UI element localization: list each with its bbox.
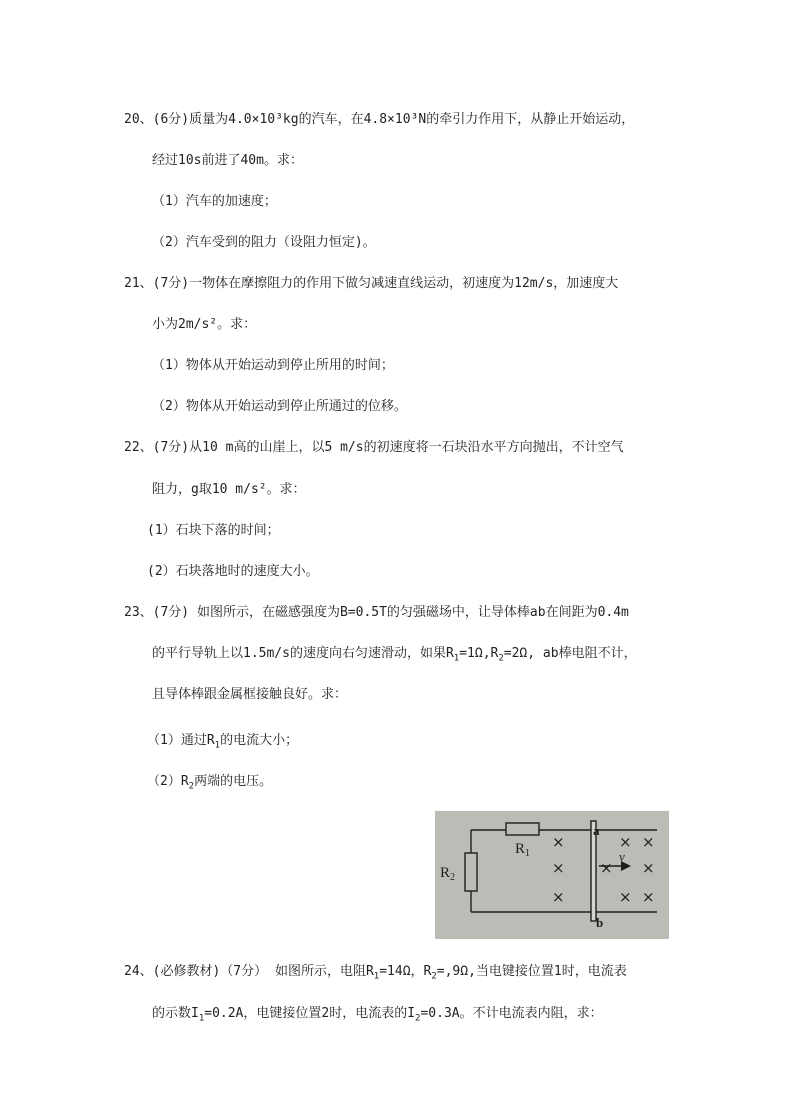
q24-number: 24、 [124,964,153,979]
q21-number: 21、 [124,276,153,291]
q24-head-s2: 2 [431,971,437,982]
q24-cont-c: =0.3A。不计电流表内阻，求： [420,1006,603,1021]
q23-cont [152,644,637,669]
q24-cont-b: =0.2A，电键接位置2时，电流表的I [204,1006,416,1021]
q23-number: 23、 [124,605,153,620]
q24-head-a: (必修教材)（7分） 如图所示，电阻R [152,964,374,979]
q23-part2-b: 两端的电压。 [194,774,273,789]
q22-number: 22、 [124,440,153,455]
q23-part2-a: （2）R [147,774,189,789]
q23-cont2: 且导体棒跟金属框接触良好。求： [152,687,348,702]
field-mark: × [642,859,655,877]
b-label: b [596,915,604,930]
q20-head [124,110,634,130]
field-mark: × [619,833,632,851]
q23-part1-a: （1）通过R [147,733,215,748]
q23-part2-sub: 2 [188,781,195,792]
q23-cont-c: =2Ω, ab棒电阻不计， [503,646,637,661]
field-mark: × [642,833,655,851]
field-mark: × [552,833,565,851]
circuit-figure [435,811,669,939]
q24-head-c: =,9Ω,当电键接位置1时，电流表 [436,964,627,979]
q23-r1-sub: 1 [453,653,460,664]
q23-head [124,603,629,623]
q20-part1: （1）汽车的加速度； [152,194,277,209]
q20-cont: 经过10s前进了40m。求： [152,153,303,168]
q24-cont-s2: 2 [415,1013,421,1024]
q20-part2: （2）汽车受到的阻力（设阻力恒定)。 [152,235,376,250]
q24-head-s1: 1 [373,971,380,982]
q23-cont-a: 的平行导轨上以1.5m/s的速度向右匀速滑动，如果R [152,646,454,661]
q23-part2 [147,772,272,797]
q20-text: (6分)质量为4.0×10³kg的汽车，在4.8×10³N的牵引力作用下，从静止开始运动， [152,112,635,127]
field-mark: × [552,859,565,877]
q21-part1: （1）物体从开始运动到停止所用的时间； [152,358,394,373]
r1-label: $R_1$ [515,841,531,859]
q22-head [124,438,624,458]
q22-text: (7分)从10 m高的山崖上，以5 m/s的初速度将一石块沿水平方向抛出，不计空气 [152,440,624,455]
q23-part1-b: 的电流大小； [220,733,299,748]
q24-cont-s1: 1 [198,1013,205,1024]
q21-cont: 小为2m/s²。求： [152,317,257,332]
q24-cont-a: 的示数I [152,1006,199,1021]
q22-cont: 阻力，g取10 m/s²。求： [152,482,306,497]
q22-part2: (2）石块落地时的速度大小。 [147,564,319,579]
field-mark: × [642,888,655,906]
q24-head-b: =14Ω，R [379,964,432,979]
q21-part2: （2）物体从开始运动到停止所通过的位移。 [152,399,407,414]
circuit-diagram [435,811,669,939]
q22-part1: (1）石块下落的时间； [147,523,280,538]
q23-part1 [147,731,298,756]
q24-cont [152,1004,603,1029]
q21-text: (7分)一物体在摩擦阻力的作用下做匀减速直线运动，初速度为12m/s，加速度大 [152,276,619,291]
q23-part1-sub: 1 [214,740,221,751]
v-label: v [619,849,625,864]
q20-number: 20、 [124,112,153,127]
r2-label: $R_2$ [440,865,456,883]
field-mark: × [619,888,632,906]
q23-r2-sub: 2 [498,653,504,664]
a-label: a [593,823,600,838]
q23-cont-b: =1Ω,R [459,646,499,661]
q21-head [124,274,618,294]
q23-text: (7分) 如图所示，在磁感强度为B=0.5T的匀强磁场中，让导体棒ab在间距为0.4m [152,605,629,620]
field-mark: × [600,859,613,877]
q24-head [124,962,627,987]
field-mark: × [552,888,565,906]
